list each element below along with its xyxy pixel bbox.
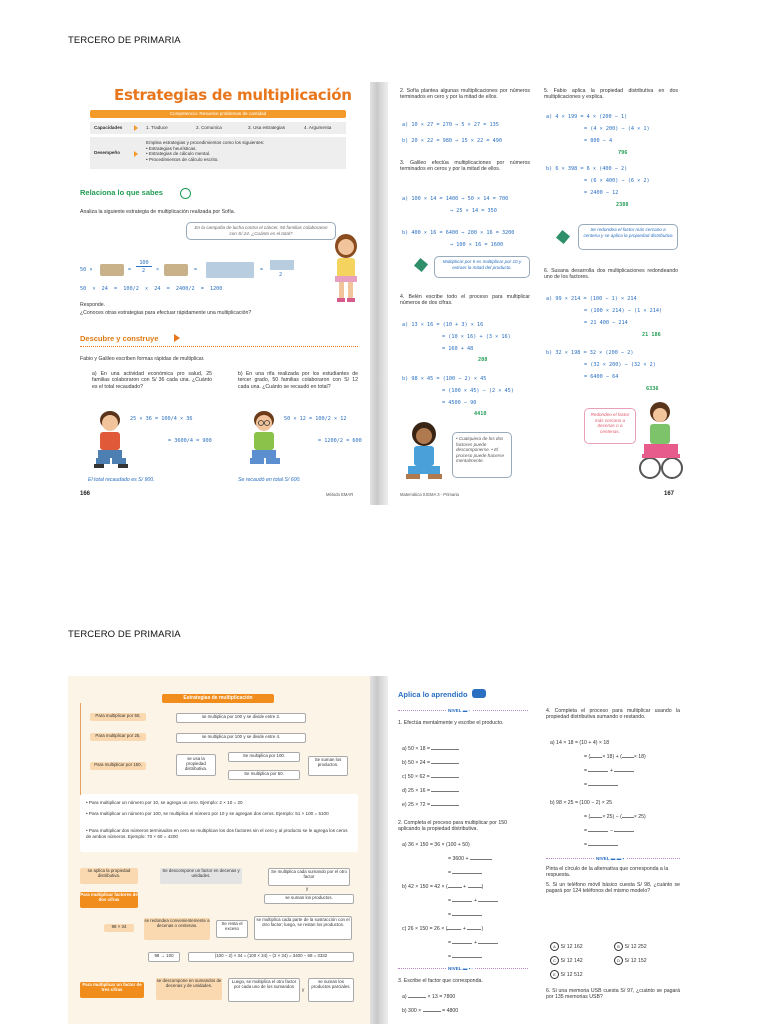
q6-a-line3: = 21 400 − 214 — [584, 320, 628, 326]
flow-y: y — [306, 886, 309, 891]
calc-a1: 25 × 36 = 100/4 × 36 — [130, 416, 193, 422]
q4-a-line3: = 160 + 48 — [442, 346, 474, 352]
q3-b1: b) 400 × 16 = 6400 ⇒ 200 × 16 = 3200 — [402, 230, 515, 236]
girl-wheelchair-illustration-icon — [638, 400, 684, 482]
question-3: 3. Galileo efectúa multiplicaciones por números terminados en ceros y por la mitad de ellos. — [400, 160, 530, 173]
q1-c: c) 50 × 62 = — [402, 774, 459, 780]
coins-icon — [164, 264, 188, 276]
q4-b-line1: b) 98 × 45 = (100 − 2) × 45 — [402, 376, 487, 382]
q6-a-line2: = (100 × 214) − (1 × 214) — [584, 308, 663, 314]
q2-a-line1: a) 36 × 150 = 36 × (100 + 50) — [402, 842, 470, 848]
q4-a-line4: = — [584, 782, 618, 788]
q5-a-line1: a) 4 × 199 = 4 × (200 − 1) — [546, 114, 628, 120]
q4-b-line3: = 4500 − 90 — [442, 400, 477, 406]
question-4: 4. Completa el proceso para multiplicar usando la propiedad distributiva sumando o restando. — [546, 708, 680, 721]
question-2: 2. Completa el proceso para multiplicar por 150 aplicando la propiedad distributiva. — [398, 820, 507, 833]
capacidad-1: 1. Traduce — [146, 125, 168, 130]
pin-icon — [556, 230, 570, 244]
page-169 — [388, 676, 690, 1024]
q4-a-line2: = ( × 18) + ( × 18) — [584, 754, 646, 760]
calc-b2: = 1200/2 = 600 — [318, 438, 362, 444]
q2-c-line3: = — [448, 954, 482, 960]
responde-label: Responde. — [80, 302, 106, 308]
q4-a-line3: = + — [584, 768, 634, 774]
question-5: 5. Fabio aplica la propiedad distributiva en dos multiplicaciones y explica. — [544, 88, 678, 101]
q2-a: a) 10 × 27 = 270 ⇒ 5 × 27 = 135 — [402, 122, 499, 128]
q1-e: e) 25 × 72 = — [402, 802, 459, 808]
q5-a-result: 796 — [618, 150, 628, 156]
coins-icon — [100, 264, 124, 276]
question-1: Fabio y Galileo escriben formas rápidas de multiplicar. — [80, 356, 205, 362]
q1-d: d) 25 × 16 = — [402, 788, 459, 794]
flow-calc-example: (100 − 2) × 34 = (100 × 34) − (2 × 34) = 3400 − 68 = 3332 — [188, 952, 354, 962]
page-number: 166 — [80, 491, 91, 497]
q5-a-line2: = (4 × 200) − (4 × 1) — [584, 126, 650, 132]
question-3: 3. Escribe el factor que corresponda. — [398, 978, 483, 984]
rule-50-label: Para multiplicar por 50, — [90, 713, 146, 721]
hint-bubble: Multiplicar por 5 es multiplicar por 10 y extraer la mitad del producto. — [434, 256, 530, 278]
option-c[interactable]: C S/ 12 142 — [550, 956, 583, 965]
q2-b-line2: = + — [448, 898, 498, 904]
pin-icon — [414, 258, 428, 272]
book-gutter — [370, 676, 388, 1024]
book-spread-2 — [68, 676, 690, 1024]
q6-b-line3: = 6400 − 64 — [584, 374, 619, 380]
money-equation: 50 × = 100 2 × = = 2 — [80, 260, 330, 282]
competencia-banner: Competencia: Resuelve problemas de cantidad — [90, 110, 346, 118]
aplica-title: Aplica lo aprendido — [398, 690, 468, 699]
question-1: 1. Efectúa mentalmente y escribe el producto. — [398, 720, 504, 726]
q6-b-line1: b) 32 × 198 = 32 × (200 − 2) — [546, 350, 634, 356]
q4-a-line1: a) 14 × 18 = (10 + 4) × 18 — [550, 740, 610, 746]
nivel-label: NIVEL ▬ ▬ ▪ — [596, 856, 625, 861]
hint-bubble-2: Se redondea el factor más cercano a centena y se aplica la propiedad distributiva — [578, 224, 678, 250]
book-spread-1 — [68, 82, 690, 505]
girl-sitting-illustration-icon — [402, 420, 446, 486]
rules-box: • Para multiplicar un número por 10, se agrega un cero. Ejemplo: 2 × 10 = 20 • Para multiplicar un número por 100, se multiplica el número por 10 y se agregan dos ceros. Ejemplo: 51 × 100 = 5100 • Para multiplicar dos números terminados en cero se multiplican los dos factores sin el cero y al producto se le agrega los ceros de ambos números. Ejemplo: 70 × 60 = 4200 — [80, 794, 358, 852]
q2-c-line2: = + — [448, 940, 498, 946]
capacidades-label: Capacidades — [94, 125, 123, 130]
q4-b-line1: b) 98 × 25 = (100 − 2) × 25 — [550, 800, 613, 806]
flow-y-2: y — [302, 987, 305, 992]
nivel-label: NIVEL ▬ ▫ — [448, 708, 471, 713]
q3-a: a) × 13 = 7800 — [402, 994, 456, 1000]
q4-b-line2: = (100 × 45) − (2 × 45) — [442, 388, 514, 394]
arrow-right-icon — [174, 334, 180, 342]
divider — [80, 346, 358, 347]
page-footer: Método EMAR — [326, 492, 354, 497]
question-4: 4. Belén escribe todo el proceso para multiplicar números de dos cifras. — [400, 294, 530, 307]
flow-descompone: Se descompone un factor en decenas y unidades. — [160, 868, 242, 884]
descubre-title: Descubre y construye — [80, 334, 159, 343]
q2-b: b) 20 × 22 = 980 ⇒ 15 × 22 = 490 — [402, 138, 502, 144]
option-b[interactable]: B S/ 12 252 — [614, 942, 647, 951]
q1-b: b) 50 × 24 = — [402, 760, 459, 766]
page-title: Estrategias de multiplicación — [114, 86, 352, 104]
q4-a-line2: = (10 × 16) + (3 × 16) — [442, 334, 511, 340]
flow-tres-cifras: Para multiplicar un factor de tres cifras — [80, 982, 144, 998]
banknotes-icon — [270, 260, 294, 270]
q5-b-line3: = 2400 − 12 — [584, 190, 619, 196]
document-header: TERCERO DE PRIMARIA — [68, 629, 181, 640]
q2-c-line1: c) 26 × 150 = 26 × ( + ) — [402, 926, 484, 932]
q4-b-result: 4410 — [474, 411, 487, 417]
problem-a: a) En una actividad económica pro salud, 25 familias colaboraron con S/ 36 cada una. ¿Cuánto es el total recaudado? — [92, 371, 212, 390]
desempeno-row — [90, 137, 346, 169]
question-2: 2. Sofía plantea algunas multiplicaciones por números terminados en cero y por la mitad de ellos. — [400, 88, 530, 101]
flow-distributiva: se aplica la propiedad distributiva. — [80, 868, 138, 884]
nivel-label: NIVEL ▬ ▪ ▫ — [448, 966, 474, 971]
capacidad-4: 4. Argumenta — [304, 125, 332, 130]
capacidad-3: 3. Usa estrategias — [248, 125, 286, 130]
q2-a-line3: = — [448, 870, 482, 876]
page-168 — [68, 676, 370, 1024]
arrow-right-icon — [134, 125, 138, 131]
speech-bubble: En la campaña de lucha contra el cáncer, 50 familias colaboraron con S/ 24. ¿Cuánto es el total? — [186, 222, 336, 240]
flow-multiplica-parte: se multiplica cada parte de la sustracción con el otro factor; luego, se restan los productos. — [254, 916, 352, 940]
flow-suman-parciales: se suman los productos parciales. — [308, 978, 354, 1002]
boy-glasses-illustration-icon — [244, 408, 284, 470]
book-gutter — [370, 82, 388, 505]
tip-bubble-3: Redondeo el factor más cercano a decenas o a centenas. — [584, 408, 636, 444]
q5-b-result: 2388 — [616, 202, 629, 208]
q4-b-line2: = ( × 25) − ( × 25) — [584, 814, 646, 820]
equation-line: 50 × 24 = 100/2 × 24 = 2400/2 = 1200 — [80, 286, 223, 292]
option-e[interactable]: E S/ 12 512 — [550, 970, 583, 979]
result-a: El total recaudado es S/ 900. — [88, 477, 155, 483]
q4-a-line1: a) 13 × 16 = (10 + 3) × 16 — [402, 322, 484, 328]
desempeno-list: Emplea estrategias y procedimientos como los siguientes: • Estrategias heurísticas. • Estrategias de cálculo mental. • Procedimientos de cálculo escrito. — [146, 140, 265, 162]
q5-a-line3: = 800 − 4 — [584, 138, 613, 144]
flow-example: 98 × 34 — [104, 924, 134, 932]
option-d[interactable]: D S/ 12 152 — [614, 956, 647, 965]
flow-multiplica-sumandos: Luego, se multiplica el otro factor por cada uno de los sumandos — [228, 978, 300, 1002]
option-a[interactable]: A S/ 12 162 — [550, 942, 583, 951]
flow-suman: se suman los productos. — [264, 894, 354, 904]
banknotes-icon — [206, 262, 254, 278]
page-167 — [388, 82, 690, 505]
document-header: TERCERO DE PRIMARIA — [68, 35, 181, 46]
rule-25-text: se multiplica por 100 y se divide entre 4. — [176, 733, 306, 743]
q2-b-line3: = — [448, 912, 482, 918]
page-footer: Matemática SIGMA 3 - Primaria — [400, 492, 459, 497]
rule-50-text: se multiplica por 100 y se divide entre 2. — [176, 713, 306, 723]
q4-a-result: 208 — [478, 357, 488, 363]
q1-a: a) 50 × 18 = — [402, 746, 459, 752]
relaciona-title: Relaciona lo que sabes — [80, 188, 163, 197]
flow-descompone-sumandos: se descompone en sumandos de decenas y de unidades. — [156, 978, 222, 1000]
problem-b: b) En una rifa realizada por los estudiantes de tercer grado, 50 familias colaboraron con S/ 12 cada una. ¿Cuánto se recaudó en total? — [238, 371, 358, 390]
flow-dos-cifras: Para multiplicar factores de dos cifras — [80, 892, 138, 908]
rule-25-label: Para multiplicar por 25, — [90, 733, 146, 741]
q3-a1: a) 100 × 14 = 1400 ⇒ 50 × 14 = 700 — [402, 196, 509, 202]
q2-a-line2: = 3600 + — [448, 856, 492, 862]
q6-b-line2: = (32 × 200) − (32 × 2) — [584, 362, 656, 368]
flow-resta: Se resta el exceso — [216, 920, 248, 938]
map-title: Estrategias de multiplicación — [162, 694, 274, 703]
pinta-instruction: Pinta el círculo de la alternativa que corresponda a la respuesta. — [546, 866, 669, 879]
result-b: Se recaudó en total S/ 600. — [238, 477, 301, 483]
flow-round-example: 98 → 100 — [148, 952, 180, 962]
book-icon — [472, 689, 486, 698]
calc-a2: = 3600/4 = 900 — [168, 438, 212, 444]
question-5: 5. Si un teléfono móvil básico cuesta S/ 98, ¿cuánto se pagará por 124 teléfonos del mismo modelo? — [546, 882, 680, 895]
q6-a-line1: a) 99 × 214 = (100 − 1) × 214 — [546, 296, 637, 302]
tip-bubble: • Cualquiera de los dos factores puede descomponerse. • El proceso puede hacerse mentalmente. — [452, 432, 512, 478]
capacidad-2: 2. Comunica — [196, 125, 222, 130]
q6-b-result: 6336 — [646, 386, 659, 392]
question-6: 6. Si una memoria USB cuesta S/ 97, ¿cuánto se pagará por 135 memorias USB? — [546, 988, 680, 1001]
q5-b-line1: b) 6 × 398 = 6 × (400 − 2) — [546, 166, 628, 172]
q6-a-result: 21 186 — [642, 332, 661, 338]
q3-b2: ⇒ 100 × 16 = 1600 — [450, 242, 504, 248]
desempeno-label: Desempeño — [94, 150, 121, 155]
flow-multiplica: Se multiplica cada sumando por el otro factor — [268, 868, 350, 886]
circle-icon — [180, 188, 191, 199]
capacidades-row — [90, 122, 346, 134]
rule-150-step2: Se multiplica por 50. — [228, 770, 300, 780]
rule-150-text: se usa la propiedad distributiva. — [176, 754, 216, 776]
q3-a2: ⇒ 25 × 14 = 350 — [450, 208, 497, 214]
arrow-right-icon — [134, 151, 138, 157]
page-number: 167 — [664, 491, 675, 497]
question-text: ¿Conoces otras estrategias para efectuar rápidamente una multiplicación? — [80, 310, 252, 316]
q5-b-line2: = (6 × 400) − (6 × 2) — [584, 178, 650, 184]
page-166 — [68, 82, 370, 505]
rule-150-step3: Se suman los productos. — [308, 756, 348, 776]
relaciona-text: Analiza la siguiente estrategia de multiplicación realizada por Sofía. — [80, 209, 236, 215]
flow-redondea: se redondea convenientemente a decenas o centenas. — [144, 918, 210, 940]
boy-illustration-icon — [90, 408, 130, 470]
calc-b1: 50 × 12 = 100/2 × 12 — [284, 416, 347, 422]
rule-150-step1: Se multiplica por 100. — [228, 752, 300, 762]
q4-b-line3: = − — [584, 828, 634, 834]
q3-b: b) 300 × = 4800 — [402, 1008, 459, 1014]
girl-illustration-icon — [326, 232, 366, 304]
map-connector — [80, 703, 81, 795]
question-6: 6. Susana desarrolla dos multiplicaciones redondeando uno de los factores. — [544, 268, 678, 281]
rule-150-label: Para multiplicar por 150, — [90, 762, 146, 770]
q4-b-line4: = — [584, 842, 618, 848]
q2-b-line1: b) 42 × 150 = 42 × ( + ) — [402, 884, 484, 890]
